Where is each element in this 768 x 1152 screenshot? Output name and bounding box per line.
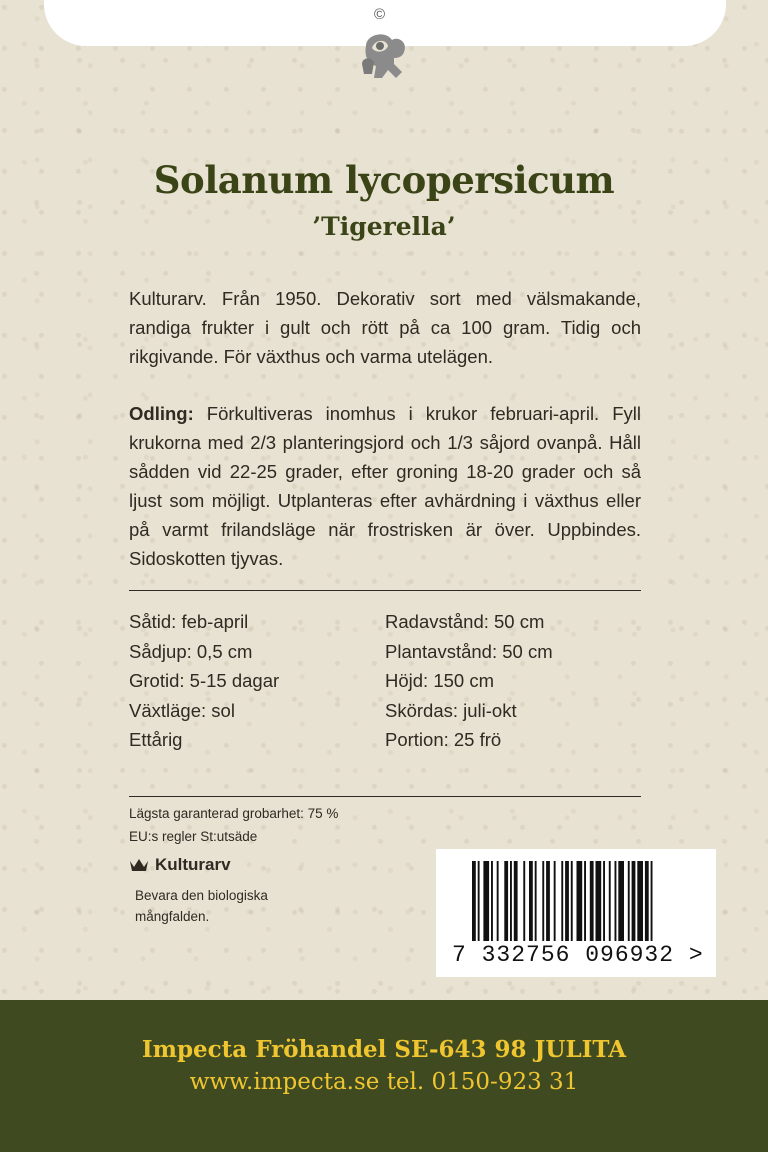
barcode-bar — [618, 861, 624, 941]
germination-guarantee: Lägsta garanterad grobarhet: 75 % — [129, 806, 339, 821]
heritage-label: Kulturarv — [155, 855, 231, 874]
barcode-bar — [651, 861, 653, 941]
cultivation-section — [129, 399, 641, 573]
spec-row-spacing: Radavstånd: 50 cm — [385, 611, 545, 632]
spec-height: Höjd: 150 cm — [385, 670, 494, 691]
barcode-bar — [596, 861, 602, 941]
spec-sowing-time: Såtid: feb-april — [129, 611, 249, 632]
cultivation-label: Odling: — [129, 403, 194, 424]
barcode-bar — [483, 861, 489, 941]
barcode-bar — [632, 861, 636, 941]
barcode-bar — [615, 861, 617, 941]
barcode-bar — [609, 861, 611, 941]
barcode-number: 7 332756 096932 > — [452, 942, 704, 968]
barcode-bar — [497, 861, 499, 941]
barcode-bar — [472, 861, 476, 941]
barcode-bar — [491, 861, 493, 941]
spec-sowing-depth: Sådjup: 0,5 cm — [129, 640, 253, 662]
barcode-bar — [565, 861, 569, 941]
barcode-bar — [590, 861, 594, 941]
barcode-bar — [584, 861, 586, 941]
spec-plant-spacing: Plantavstånd: 50 cm — [385, 640, 553, 662]
barcode-bar — [504, 861, 508, 941]
eu-rules: EU:s regler St:utsäde — [129, 829, 258, 844]
footer-address: Impecta Fröhandel SE-643 98 JULITA — [141, 1036, 627, 1063]
cultivar-name: ’Tigerella’ — [312, 212, 456, 241]
spec-germination-time: Grotid: 5-15 dagar — [129, 670, 280, 691]
barcode-bar — [510, 861, 512, 941]
divider-top — [129, 590, 641, 591]
barcode-bar — [529, 861, 533, 941]
barcode-bar — [571, 861, 573, 941]
spec-harvest: Skördas: juli-okt — [385, 699, 517, 721]
description-text: Kulturarv. Från 1950. Dekorativ sort med välsmakande, randiga frukter i gult och rött på ca 100 gram. Tidig och rikgivande. För växthus och varma utelägen. — [129, 288, 641, 367]
chef-figure-logo-icon — [352, 24, 412, 84]
barcode-bars — [472, 861, 688, 941]
species-title: Solanum lycopersicum — [153, 158, 615, 202]
divider-bottom — [129, 796, 641, 797]
barcode-bar — [577, 861, 583, 941]
specs-left-column — [129, 607, 279, 755]
barcode-bar — [561, 861, 563, 941]
barcode-bar — [478, 861, 480, 941]
cultivation-text: Förkultiveras inomhus i krukor februari-april. Fyll krukorna med 2/3 planteringsjord och 1/3 såjord ovanpå. Håll sådden vid 22-25 grader, efter groning 18-20 grader och så ljust som möjligt. Utplanteras efter avhärdning i växthus eller på varmt frilandsläge när frostrisken är över. Uppbindes. Sidoskotten tjyvas. — [129, 403, 641, 569]
barcode-bar — [542, 861, 544, 941]
barcode-bar — [628, 861, 630, 941]
barcode-bar — [514, 861, 518, 941]
brand-logo — [352, 6, 412, 82]
barcode-bar — [546, 861, 550, 941]
spec-portion: Portion: 25 frö — [385, 729, 502, 750]
specs-right-column — [385, 607, 553, 755]
barcode-bar — [554, 861, 556, 941]
copyright-symbol: © — [374, 6, 386, 23]
barcode — [436, 849, 716, 977]
barcode-bar — [637, 861, 643, 941]
barcode-bar — [523, 861, 525, 941]
footer-contact: www.impecta.se tel. 0150-923 31 — [189, 1069, 579, 1095]
heritage-badge — [129, 855, 231, 875]
spec-life-cycle: Ettårig — [129, 729, 183, 750]
barcode-bar — [603, 861, 605, 941]
barcode-bar — [535, 861, 537, 941]
crown-icon — [129, 857, 149, 873]
heritage-text: Bevara den biologiska mångfalden. — [135, 888, 268, 924]
barcode-bar — [645, 861, 649, 941]
spec-location: Växtläge: sol — [129, 699, 235, 721]
